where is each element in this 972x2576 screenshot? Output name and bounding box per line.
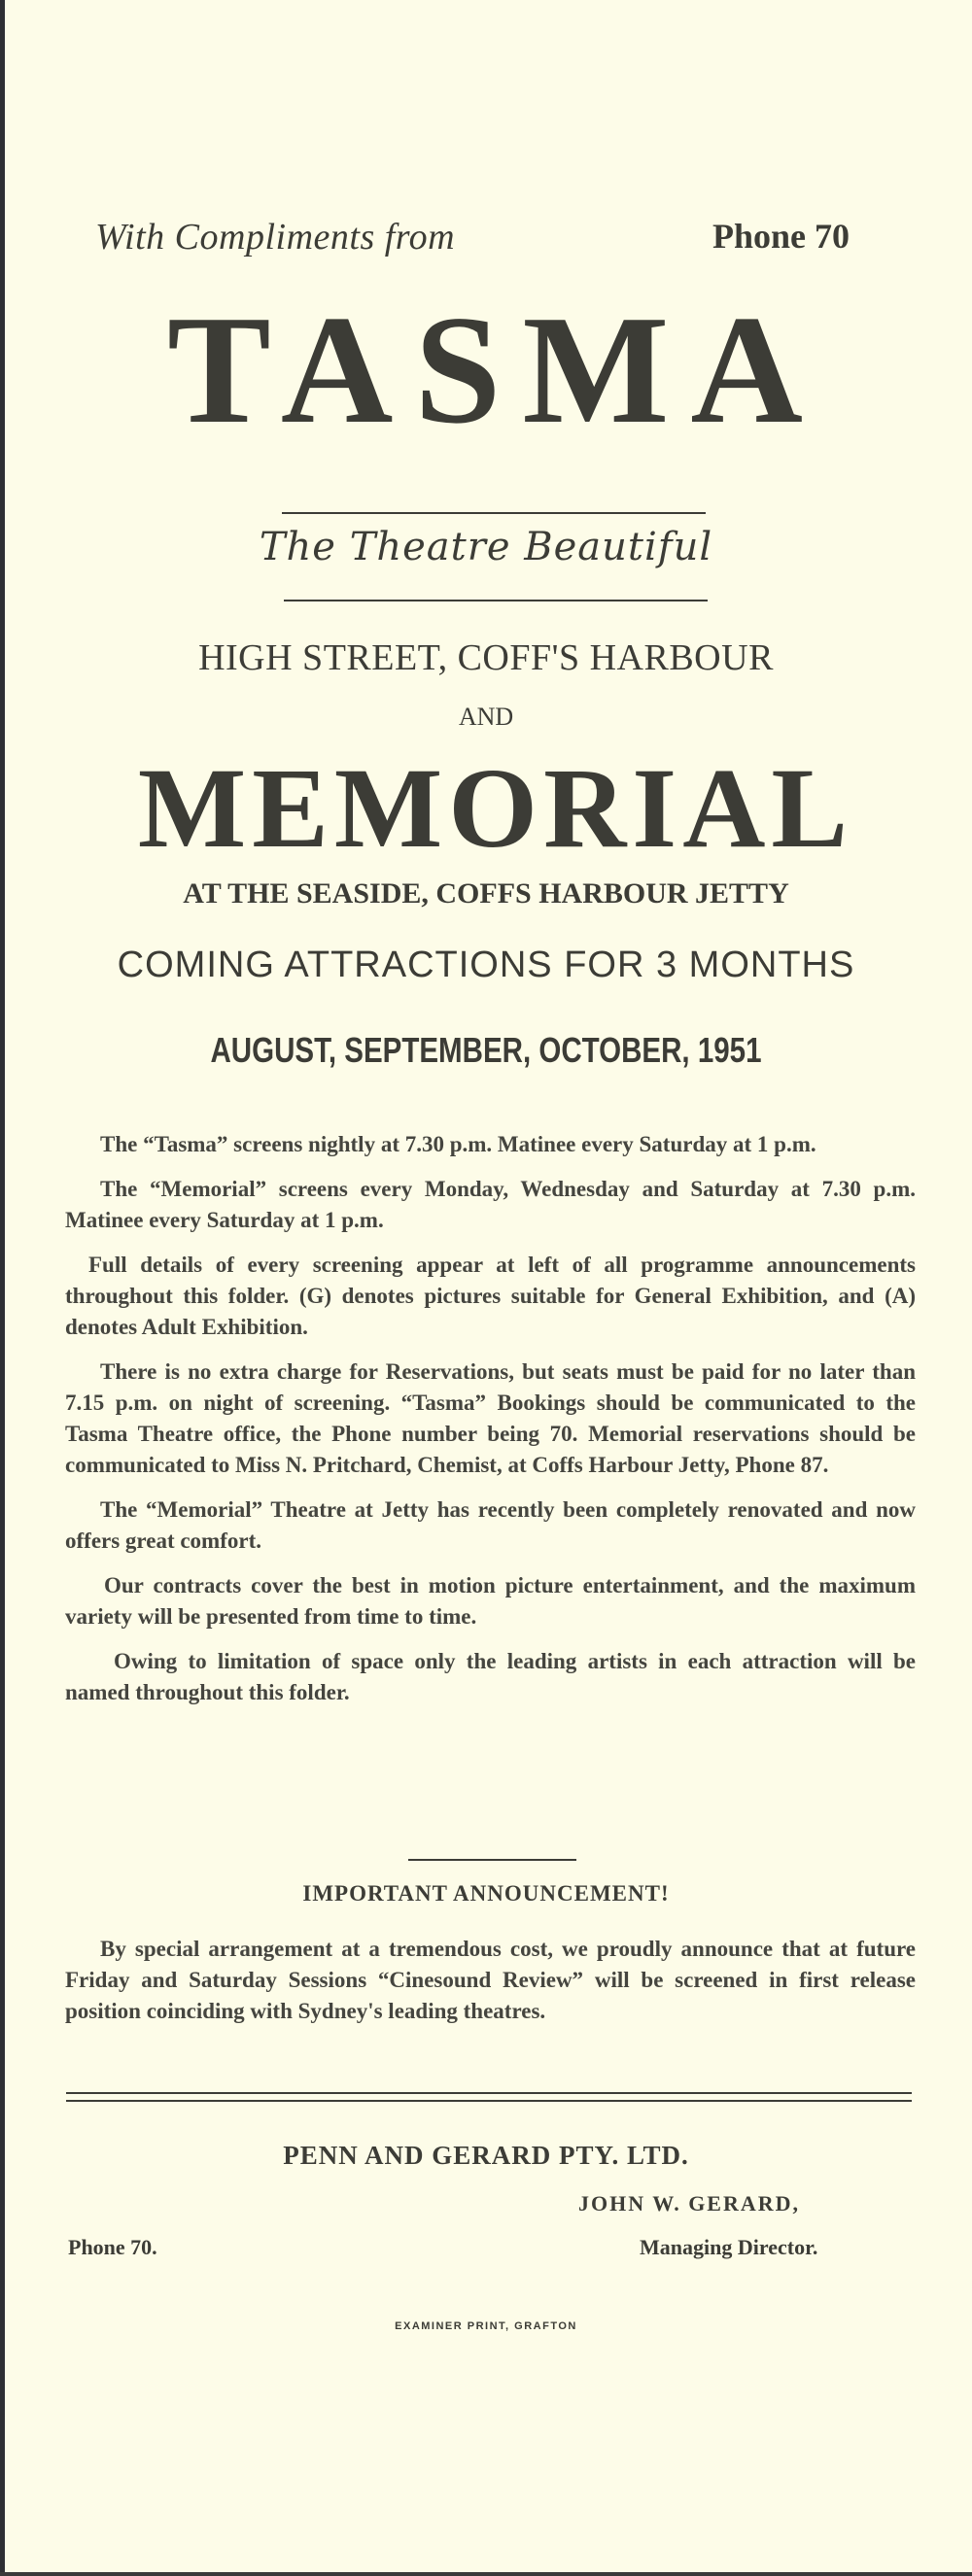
tasma-address: HIGH STREET, COFF'S HARBOUR — [198, 637, 774, 678]
memorial-title: MEMORIAL — [137, 744, 854, 872]
announcement-block — [65, 1934, 916, 2041]
paragraph-memorial-times: The “Memorial” screens every Monday, Wednesday and Saturday at 7.30 p.m. Matinee every Saturday at 1 p.m. — [65, 1177, 916, 1232]
tagline: The Theatre Beautiful — [259, 525, 713, 569]
footer-phone: Phone 70. — [68, 2235, 157, 2259]
double-rule-bottom — [66, 2100, 912, 2102]
paragraph-renovation: The “Memorial” Theatre at Jetty has recently been completely renovated and now offers great comfort. — [65, 1497, 916, 1553]
paragraph-limitation: Owing to limitation of space only the leading artists in each attraction will be named throughout this folder. — [65, 1649, 916, 1704]
paragraph-ratings: Full details of every screening appear at left of all programme announcements throughout this folder. (G) denotes pictures suitable for General Exhibition, and (A) denotes Adult Exhibition. — [65, 1253, 916, 1339]
paragraph-contracts: Our contracts cover the best in motion picture entertainment, and the maximum variety will be presented from time to time. — [65, 1573, 916, 1629]
tagline-rule-top — [282, 512, 706, 514]
header-phone: Phone 70 — [712, 217, 850, 256]
announcement-text: By special arrangement at a tremendous cost, we proudly announce that at future Friday and Saturday Sessions “Cinesound Review” will be screened in first release position coinciding with Sydney's leading theatres. — [65, 1937, 916, 2023]
director-role: Managing Director. — [640, 2235, 818, 2259]
compliments-line: With Compliments from — [95, 217, 456, 258]
and-conjunction: AND — [458, 703, 514, 731]
months-heading: AUGUST, SEPTEMBER, OCTOBER, 1951 — [210, 1030, 762, 1070]
page-edge-bottom — [0, 2572, 972, 2576]
tasma-title: TASMA — [167, 283, 824, 456]
memorial-address: AT THE SEASIDE, COFFS HARBOUR JETTY — [183, 877, 789, 910]
announcement-title: IMPORTANT ANNOUNCEMENT! — [302, 1881, 670, 1906]
tagline-rule-bottom — [284, 600, 708, 601]
director-name: JOHN W. GERARD, — [578, 2191, 801, 2215]
section-divider — [408, 1859, 576, 1861]
coming-attractions-heading: COMING ATTRACTIONS FOR 3 MONTHS — [117, 945, 855, 985]
info-paragraphs — [65, 1129, 916, 1722]
paragraph-reservations: There is no extra charge for Reservations, but seats must be paid for no later than 7.15 p.m. on night of screening. “Tasma” Bookings should be communicated to the Tasma Theatre office, the Phone number being 70. Memorial reservations should be communicated to Miss N. Pritchard, Chemist, at Coffs Harbour Jetty, Phone 87. — [65, 1359, 916, 1477]
paragraph-tasma-times: The “Tasma” screens nightly at 7.30 p.m. Matinee every Saturday at 1 p.m. — [100, 1132, 816, 1156]
double-rule-top — [66, 2092, 912, 2094]
company-name: PENN AND GERARD PTY. LTD. — [283, 2141, 689, 2170]
printer-credit: EXAMINER PRINT, GRAFTON — [395, 2320, 577, 2332]
